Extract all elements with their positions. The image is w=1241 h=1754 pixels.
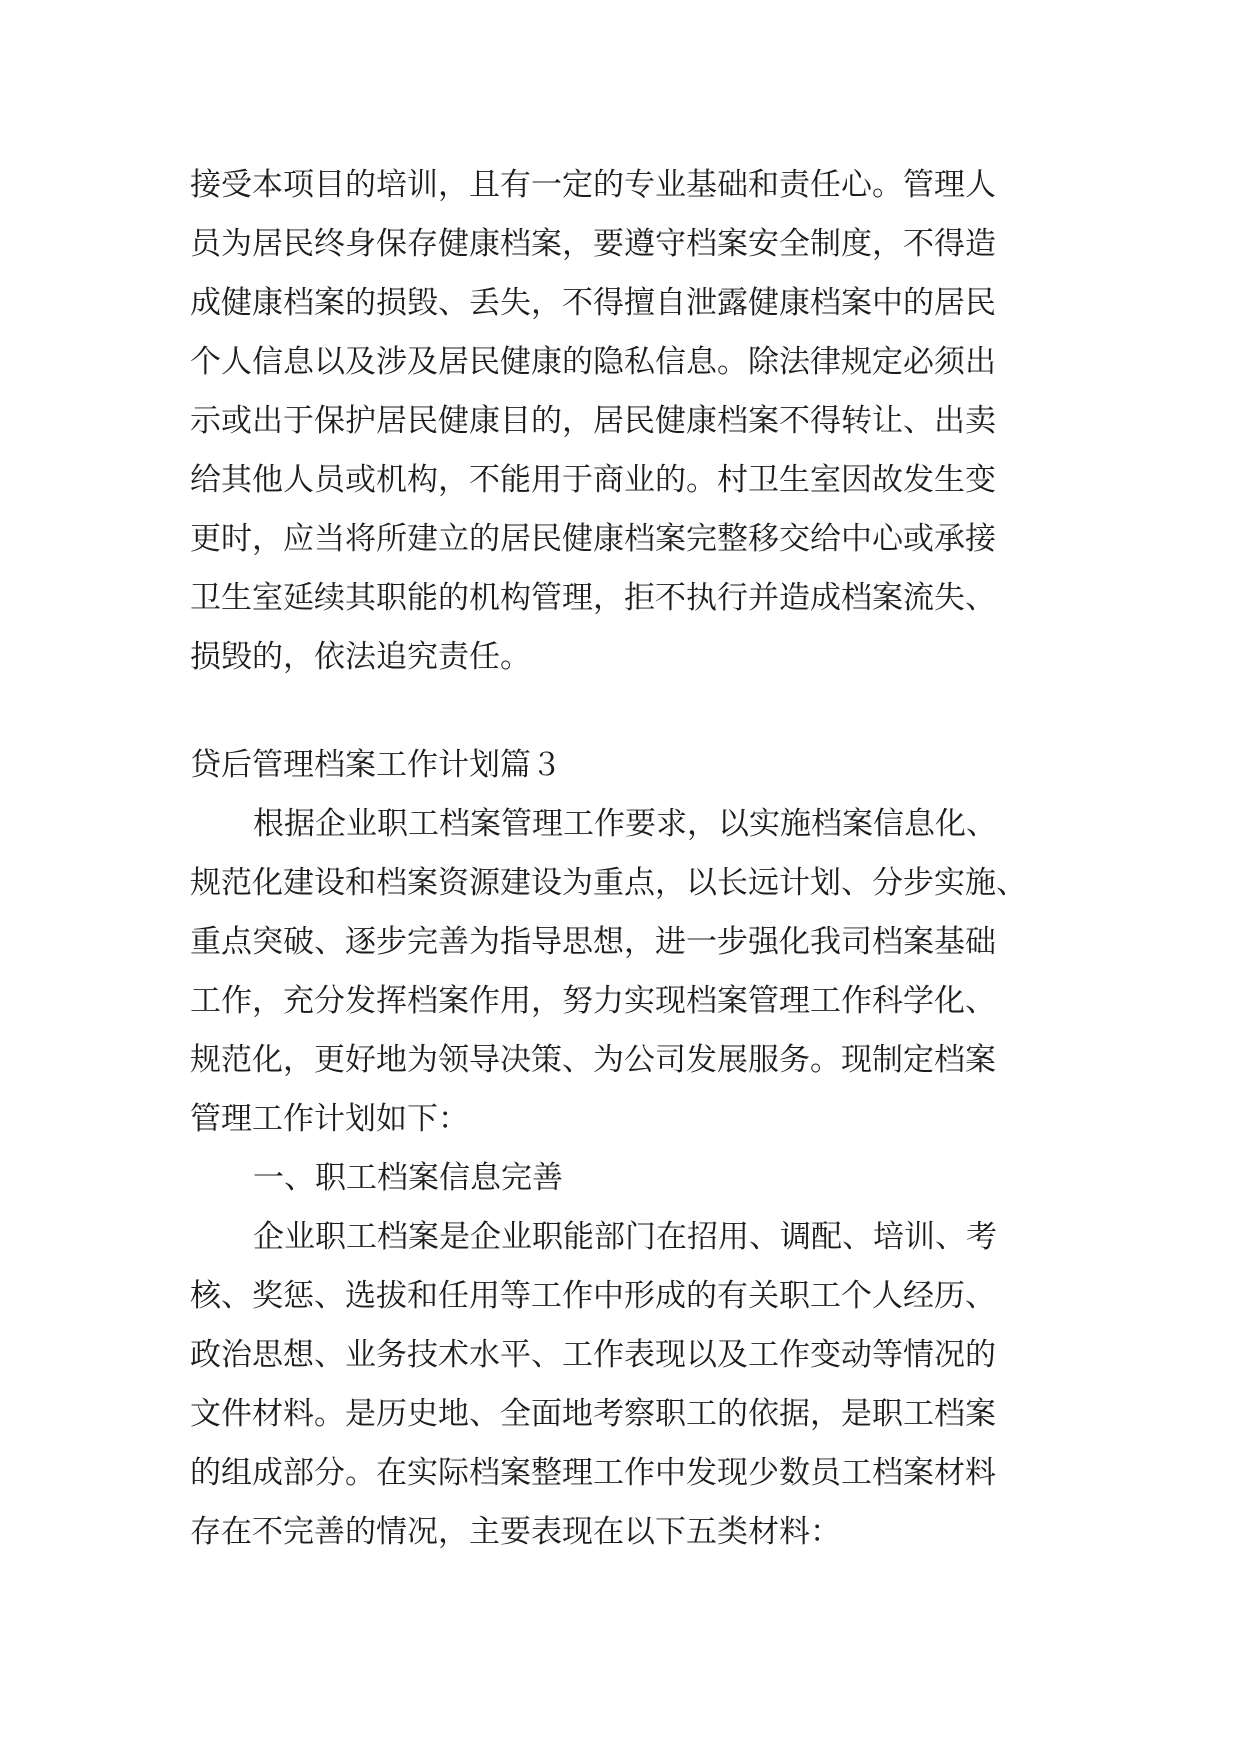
text-line: 管理工作计划如下：: [190, 1101, 469, 1137]
text-line: 员为居民终身保存健康档案，要遵守档案安全制度，不得造: [190, 226, 996, 262]
text-line: 更时，应当将所建立的居民健康档案完整移交给中心或承接: [190, 521, 996, 557]
text-line: 成健康档案的损毁、丢失，不得擅自泄露健康档案中的居民: [190, 285, 996, 321]
text-line: 示或出于保护居民健康目的，居民健康档案不得转让、出卖: [190, 403, 996, 439]
text-line: 核、奖惩、选拔和任用等工作中形成的有关职工个人经历、: [190, 1278, 996, 1314]
text-line: 根据企业职工档案管理工作要求，以实施档案信息化、: [253, 806, 997, 842]
text-line: 卫生室延续其职能的机构管理，拒不执行并造成档案流失、: [190, 580, 996, 616]
text-line: 的组成部分。在实际档案整理工作中发现少数员工档案材料: [190, 1455, 996, 1491]
text-line: 损毁的，依法追究责任。: [190, 639, 531, 675]
text-line: 规范化建设和档案资源建设为重点，以长远计划、分步实施、: [190, 865, 1027, 901]
text-line: 政治思想、业务技术水平、工作表现以及工作变动等情况的: [190, 1337, 996, 1373]
text-line: 工作，充分发挥档案作用，努力实现档案管理工作科学化、: [190, 983, 996, 1019]
text-line: 规范化，更好地为领导决策、为公司发展服务。现制定档案: [190, 1042, 996, 1078]
text-line: 存在不完善的情况，主要表现在以下五类材料：: [190, 1514, 841, 1550]
section-title: 贷后管理档案工作计划篇３: [190, 747, 562, 783]
subheading: 一、职工档案信息完善: [253, 1160, 563, 1196]
text-line: 接受本项目的培训，且有一定的专业基础和责任心。管理人: [190, 167, 996, 203]
text-line: 文件材料。是历史地、全面地考察职工的依据，是职工档案: [190, 1396, 996, 1432]
text-line: 个人信息以及涉及居民健康的隐私信息。除法律规定必须出: [190, 344, 996, 380]
text-line: 给其他人员或机构，不能用于商业的。村卫生室因故发生变: [190, 462, 996, 498]
text-line: 企业职工档案是企业职能部门在招用、调配、培训、考: [253, 1219, 997, 1255]
text-line: 重点突破、逐步完善为指导思想，进一步强化我司档案基础: [190, 924, 996, 960]
